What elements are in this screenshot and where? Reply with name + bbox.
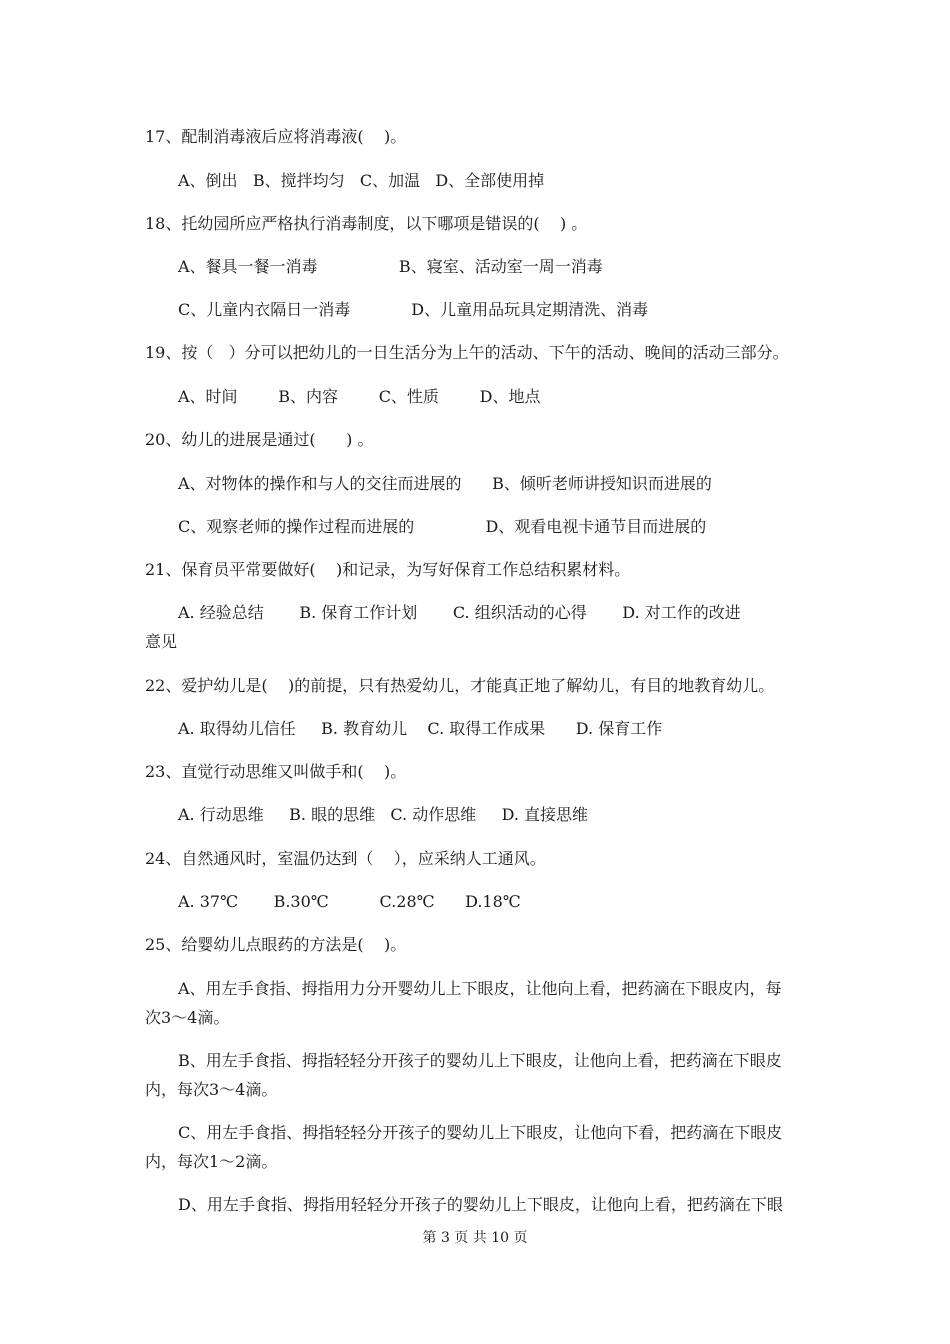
page-footer xyxy=(0,1228,950,1248)
question-23-options: A. 行动思维 B. 眼的思维 C. 动作思维 D. 直接思维 xyxy=(178,805,589,824)
question-25: 25、给婴幼儿点眼药的方法是( )。 xyxy=(145,935,407,954)
question-21-options-continuation: 意见 xyxy=(145,632,178,651)
question-17: 17、配制消毒液后应将消毒液( )。 xyxy=(145,127,407,146)
question-22: 22、爱护幼儿是( )的前提，只有热爱幼儿，才能真正地了解幼儿，有目的地教育幼儿。 xyxy=(145,676,775,695)
question-22-options: A. 取得幼儿信任 B. 教育幼儿 C. 取得工作成果 D. 保育工作 xyxy=(178,719,663,738)
question-18-options-cd: C、儿童内衣隔日一消毒 D、儿童用品玩具定期清洗、消毒 xyxy=(178,300,649,319)
question-25-option-b: B、用左手食指、拇指轻轻分开孩子的婴幼儿上下眼皮，让他向上看，把药滴在下眼皮 xyxy=(178,1051,782,1070)
question-24: 24、自然通风时，室温仍达到（ ），应采纳人工通风。 xyxy=(145,849,546,868)
question-25-option-c-continuation: 内，每次1～2滴。 xyxy=(145,1152,278,1171)
question-20-options-ab: A、对物体的操作和与人的交往而进展的 B、倾听老师讲授知识而进展的 xyxy=(178,474,712,493)
question-25-option-b-continuation: 内，每次3～4滴。 xyxy=(145,1080,278,1099)
question-18: 18、托幼园所应严格执行消毒制度，以下哪项是错误的( ) 。 xyxy=(145,214,588,233)
question-19-options: A、时间 B、内容 C、性质 D、地点 xyxy=(178,387,541,406)
question-24-options: A. 37℃ B.30℃ C.28℃ D.18℃ xyxy=(178,892,521,911)
question-18-options-ab: A、餐具一餐一消毒 B、寝室、活动室一周一消毒 xyxy=(178,257,603,276)
question-23: 23、直觉行动思维又叫做手和( )。 xyxy=(145,762,407,781)
question-20: 20、幼儿的进展是通过( ) 。 xyxy=(145,430,374,449)
question-25-option-a: A、用左手食指、拇指用力分开婴幼儿上下眼皮，让他向上看，把药滴在下眼皮内，每 xyxy=(178,979,782,998)
page-number-label: 第 3 页 共 10 页 xyxy=(422,1230,528,1246)
question-19: 19、按（ ）分可以把幼儿的一日生活分为上午的活动、下午的活动、晚间的活动三部分。 xyxy=(145,343,789,362)
question-25-option-a-continuation: 次3～4滴。 xyxy=(145,1008,230,1027)
question-25-option-d: D、用左手食指、拇指用轻轻分开孩子的婴幼儿上下眼皮，让他向上看，把药滴在下眼 xyxy=(178,1195,783,1214)
question-21-options: A. 经验总结 B. 保育工作计划 C. 组织活动的心得 D. 对工作的改进 xyxy=(178,603,741,622)
question-17-options: A、倒出 B、搅拌均匀 C、加温 D、全部使用掉 xyxy=(178,171,545,190)
question-21: 21、保育员平常要做好( )和记录，为写好保育工作总结积累材料。 xyxy=(145,560,631,579)
question-25-option-c: C、用左手食指、拇指轻轻分开孩子的婴幼儿上下眼皮，让他向下看，把药滴在下眼皮 xyxy=(178,1123,783,1142)
question-20-options-cd: C、观察老师的操作过程而进展的 D、观看电视卡通节目而进展的 xyxy=(178,517,707,536)
